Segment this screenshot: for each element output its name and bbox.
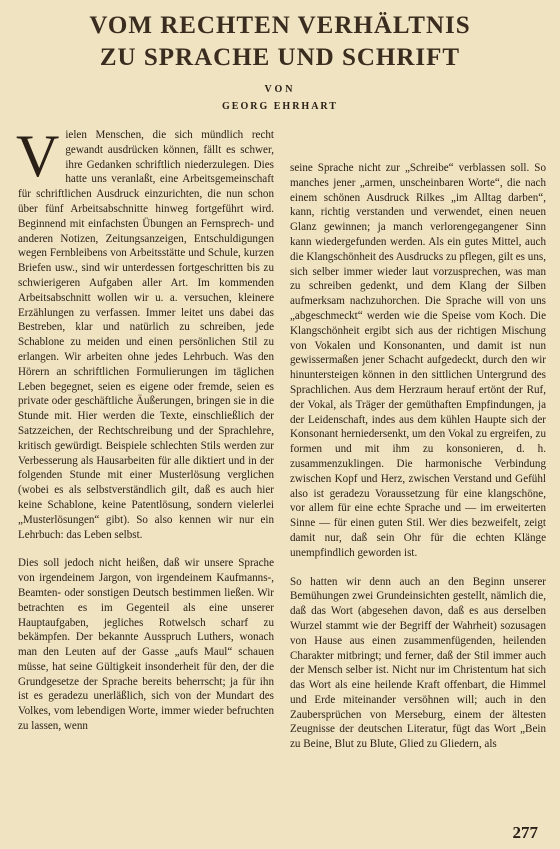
- right-paragraph-2: So hatten wir denn auch an den Beginn unserer Bemühungen zwei Grundeinsichten gestellt, nämlich die, daß das Wort (abgesehen davon, daß es aus derselben Wurzel stammt wie der Begriff der Wahrheit) sozusagen von Hause aus einen zusammenfügenden, heilenden Charakter mitbringt; und ferner, daß der Stil immer auch der Mensch selber ist. Nicht nur im Christentum hat sich das Wort als eine heilende Kraft offenbart, die Himmel und Erde miteinander versöhnen will; auch in den Zaubersprüchen von Merseburg, einem der ältesten Zeugnisse der deutschen Literatur, fügt das Wort „Bein zu Beine, Blut zu Blute, Glied zu Gliedern, als: [290, 575, 546, 751]
- author-name: GEORG EHRHART: [222, 101, 338, 112]
- left-paragraph-2: Dies soll jedoch nicht heißen, daß wir unsere Sprache von irgendeinem Jargon, von irgendeinem Kaufmanns-, Beamten- oder sonstigen Deutsch bestimmen ließen. Wir betrachten es im Gegenteil als eine unserer Hauptaufgaben, jegliches Rotwelsch scharf zu bekämpfen. Der bekannte Ausspruch Luthers, wonach man den Leuten auf der Gasse „aufs Maul“ schauen müsse, hat seine Gültigkeit insonderheit für den, der die Grundgesetze der Sprache bereits beherrscht; ja für ihn ist es geradezu unerläßlich, sich von der Mundart des Volkes, vom lebendigen Worte, immer wieder befruchten zu lassen, wenn: [18, 557, 274, 733]
- drop-cap: V: [16, 123, 60, 189]
- left-paragraph-1: [16, 123, 274, 542]
- left-column: [16, 123, 274, 734]
- right-column: [290, 161, 546, 752]
- left-paragraph-1-text: ielen Menschen, die sich mündlich recht gewandt ausdrücken können, fällt es schwer, ihre Gedanken schriftlich niederzulegen. Dies hatte uns veranlaßt, eine Arbeitsgemeinschaft für schriftlichen Ausdruck einzurichten, die nun schon über fünf Arbeitsabschnitte hinweg fortgeführt wird. Beginnend mit einfachsten Übungen an Fernsprech- und anderen Notizen, Zeitungsanzeigen, Entschuldigungen wegen Fernbleibens von Arbeitsstätte und Schule, kurzen Briefen usw., sind wir unterdessen fortgeschritten bis zu schwierigeren Aufgaben aller Art. Im kommenden Arbeitsabschnitt wollen wir u. a. versuchen, kleinere Erzählungen zu verfassen. Immer leitet uns dabei das Bestreben, klar und natürlich zu schreiben, jede Schablone zu meiden und einen persönlichen Stil zu erlangen. Wir arbeiten ohne jedes Lehrbuch. Was den Hörern an schriftlichen Formulierungen im täglichen Leben begegnet, seien es eigene oder fremde, seien es private oder geschäftliche Äußerungen, bringen sie in die Stunde mit. Hier werden die Texte, einschließlich der Satzzeichen, der Rechtschreibung und der Sprachlehre, kritisch gewürdigt. Beispiele schlechten Stils werden zur Verbesserung als Hausarbeiten für alle diktiert und in der folgenden Stunde mit einer Musterlösung verglichen (wobei es als selbstverständlich gilt, daß es auch hier keine Schablone, keine Patentlösung, sondern vielerlei „Musterlösungen“ gibt). So also kennen wir nur ein Lehrbuch: das Leben selbst.: [18, 129, 274, 541]
- title-line-2: ZU SPRACHE UND SCHRIFT: [99, 44, 461, 71]
- right-paragraph-1: seine Sprache nicht zur „Schreibe“ verblassen soll. So manches jener „armen, unscheinbaren Worte“, die nach einem schönen Ausdruck Rilkes „im Alltag darben“, kann, richtig verstanden und verwendet, einen neuen Glanz gewinnen; ja manch verlorengegangener Sinn kann wiedergefunden werden. Als ein gutes Mittel, auch die Klangschönheit des Ausdrucks zu pflegen, gilt es uns, sich selber immer wieder laut vorzusprechen, was man zu schreiben gedenkt, und dem Klang der Silben aufmerksam nachzuhorchen. Die Sprache will von uns „abgeschmeckt“ werden wie die Speise vom Koch. Die Klangschönheit ergibt sich aus der richtigen Mischung von Vokalen und Konsonanten, und damit ist nun gewissermaßen jener Schacht aufgedeckt, durch den wir hinuntersteigen können in den sittlichen Untergrund des Sprachlichen. Aus dem Herzraum herauf ertönt der Ruf, der Vokal, als Träger der gemüthaften Empfindungen, ja der Leidenschaft, indes aus dem kühlen Haupte sich der Konsonant herniedersenkt, um den Vokal zu ergreifen, zu formen und mit ihm zu konsonieren, d. h. zusammenzuklingen. Die harmonische Verbindung zwischen Kopf und Herz, zwischen Verstand und Gefühl also ist geradezu Voraussetzung für eine klangschöne, vor allem für eine echte Sprache und — im erweiterten Sinne — für einen guten Stil. Wer dies bezweifelt, zeigt damit nur, daß sein Ohr für die echten Klänge unempfindlich geworden ist.: [290, 162, 546, 559]
- page-number: 277: [512, 823, 538, 842]
- byline-von: VON: [264, 84, 296, 95]
- title-line-1: VOM RECHTEN VERHÄLTNIS: [89, 12, 471, 39]
